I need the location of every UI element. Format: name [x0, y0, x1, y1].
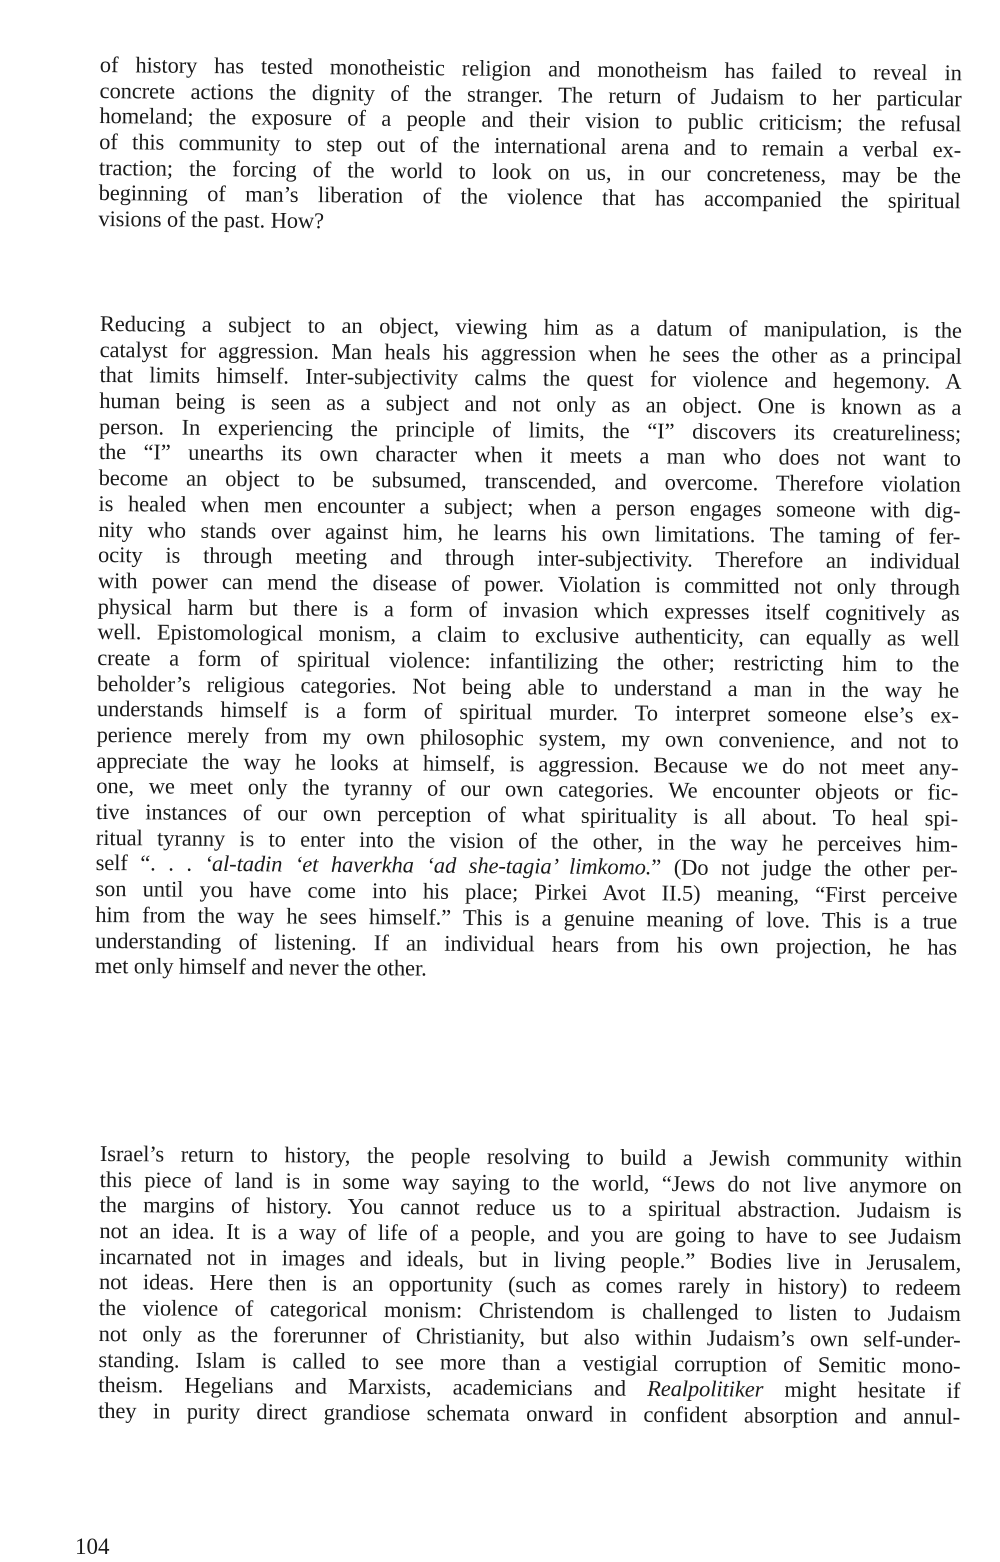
text-line: him from the way he sees himself.” This is a genuine meaning of love. This is a true [95, 901, 958, 934]
text-line: they in purity direct grandiose schemata onward in confident absorption and annul- [98, 1397, 961, 1429]
text-line: the violence of categorical monism: Christendom is challenged to listen to Judaism [98, 1295, 961, 1327]
text-line: concrete actions the dignity of the stranger. The return of Judaism to her particular [99, 77, 962, 111]
text-line: one, we meet only the tyranny of our own categories. We encounter objeots or fic- [96, 773, 959, 806]
page-number: 104 [75, 1534, 110, 1559]
text-line: theism. Hegelians and Marxists, academicians and Realpolitiker might hesitate if [98, 1372, 961, 1404]
text-line: not an idea. It is a way of life of a people, and you are going to have to see Judaism [99, 1218, 962, 1250]
text-line: not ideas. Here then is an opportunity (such as comes rarely in history) to redeem [98, 1269, 962, 1301]
text-line: met only himself and never the other. [94, 953, 427, 981]
text-line: Israel’s return to history, the people resolving to build a Jewish community within [99, 1141, 962, 1173]
paragraph-3 [98, 1141, 962, 1430]
text-line: tive instances of our own perception of what spirituality is all about. To heal spi- [95, 799, 959, 831]
text-line: appreciate the way he looks at himself, is aggression. Because we do not meet any- [96, 747, 959, 780]
text-line: with power can mend the disease of power. Violation is committed not only through [97, 567, 960, 600]
text-line: that limits himself. Inter-subjectivity calms the quest for violence and hegemony. A [99, 362, 962, 395]
text-line: not only as the forerunner of Christianity, but also within Judaism’s own self-under- [98, 1320, 961, 1352]
text-line: incarnated not in images and ideals, but in living people.” Bodies live in Jerusalem, [99, 1243, 962, 1275]
text-line: beholder’s religious categories. Not being able to understand a man in the way he [96, 670, 960, 703]
text-line: self “. . . ʻal-tadin ʻet haverkha ʻad she-tagia’ limkomo.” (Do not judge the other per- [95, 850, 958, 883]
text-line: catalyst for aggression. Man heals his aggression when he sees the other as a principal [99, 336, 962, 369]
text-line: ritual tyranny is to enter into the vision of the other, in the way he perceives him- [95, 824, 958, 857]
text-line: beginning of man’s liberation of the violence that has accompanied the spiritual [98, 180, 961, 214]
text-line: this piece of land is in some way saying to the world, “Jews do not live anymore on [99, 1166, 962, 1198]
text-line: of history has tested monotheistic religion and monotheism has failed to reveal in [99, 52, 962, 86]
text-line: standing. Islam is called to see more than a vestigial corruption of Semitic mono- [98, 1346, 961, 1378]
text-line: ocity is through meeting and through inter-subjectivity. Therefore an individual [97, 542, 961, 574]
paragraph-1 [98, 52, 962, 240]
paragraph-2 [95, 311, 962, 986]
text-line: physical harm but there is a form of invasion which expresses itself cognitively as [97, 593, 960, 626]
text-line: become an object to be subsumed, transcended, and overcome. Therefore violation [98, 465, 961, 497]
text-line: is healed when men encounter a subject; when a person engages someone with dig- [98, 490, 961, 523]
italic-term: Realpolitiker [647, 1376, 764, 1402]
text-line: traction; the forcing of the world to look on us, in our concreteness, may be the [98, 154, 961, 189]
text-line: the “I” unearths its own character when it meets a man who does not want to [98, 439, 961, 472]
text-line: visions of the past. How? [98, 206, 325, 234]
italic-term: ʻal-tadin ʻet haverkha ʻad she-tagia’ limkomo. [204, 851, 652, 880]
text-line: well. Epistomological monism, a claim to exclusive authenticity, can equally as well [97, 619, 960, 652]
text-line: the margins of history. You cannot reduce us to a spiritual abstraction. Judaism is [99, 1192, 962, 1224]
text-line: of this community to step out of the international arena and to remain a verbal ex- [99, 129, 962, 163]
text-line: create a form of spiritual violence: infantilizing the other; restricting him to the [97, 644, 960, 677]
text-line: homeland; the exposure of a people and their vision to public criticism; the refusal [99, 103, 962, 137]
text-line: Reducing a subject to an object, viewing him as a datum of manipulation, is the [99, 311, 962, 343]
text-line: understands himself is a form of spiritual murder. To interpret someone else’s ex- [96, 696, 959, 729]
text-line: human being is seen as a subject and not only as an object. One is known as a [99, 388, 962, 420]
text-line: understanding of listening. If an individual hears from his own projection, he has [94, 927, 958, 960]
text-line: person. In experiencing the principle of limits, the “I” discovers its creatureliness; [98, 413, 962, 446]
text-line: perience merely from my own philosophic system, my own convenience, and not to [96, 721, 959, 754]
text-line: son until you have come into his place; Pirkei Avot II.5) meaning, “First perceive [95, 876, 958, 908]
text-line: nity who stands over against him, he learns his own limitations. The taming of fer- [98, 516, 961, 549]
